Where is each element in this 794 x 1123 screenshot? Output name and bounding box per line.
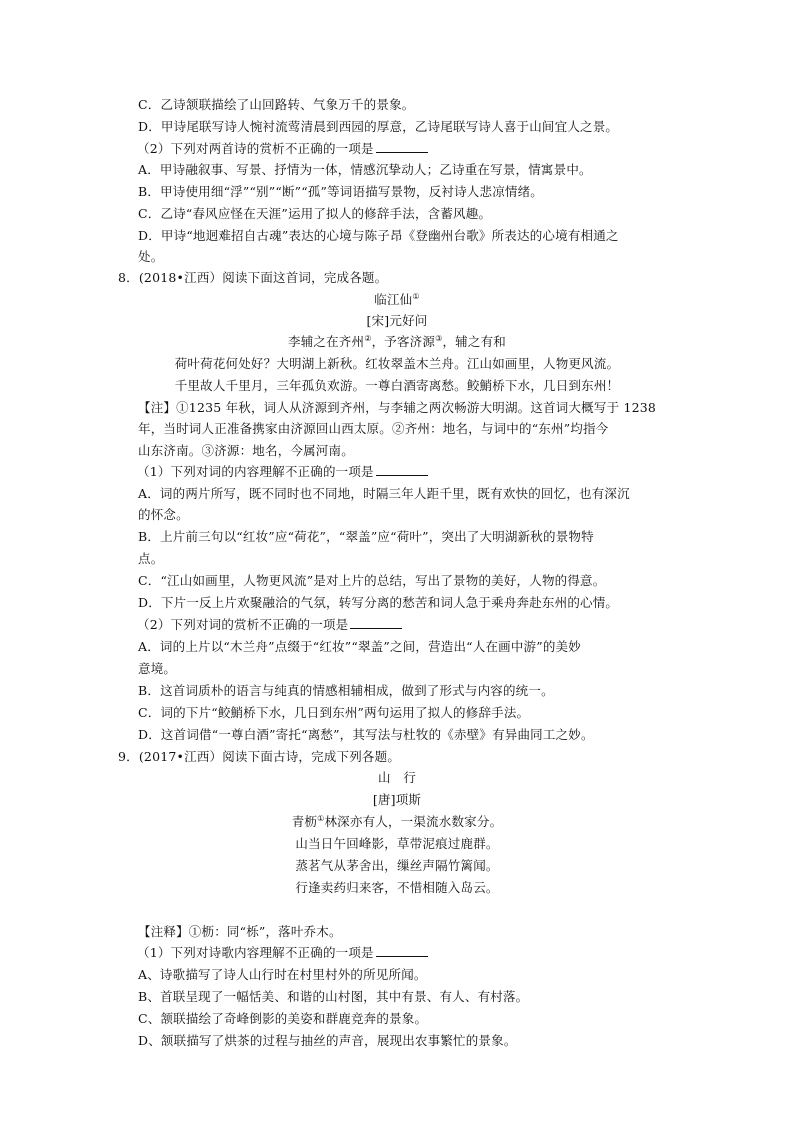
q9-1-option-d: D、颔联描写了烘茶的过程与抽丝的声音，展现出农事繁忙的景象。	[138, 1033, 517, 1048]
annotation-line: 【注释】①枥：同“栎”，落叶乔木。	[138, 924, 342, 939]
option-a-prev2: A．甲诗融叙事、写景、抒情为一体，情感沉挚动人；乙诗重在写景，情寓景中。	[138, 162, 592, 177]
poem-2-title: 山 行	[377, 770, 417, 785]
note-line-3: 山东济南。③济源：地名，今属河南。	[138, 443, 354, 458]
note-line-1: 【注】①1235 年秋，词人从济源到齐州，与李辅之两次畅游大明湖。这首词大概写于 1238	[138, 400, 657, 415]
option-d-prev2: D．甲诗“地迥难招自古魂”表达的心境与陈子昂《登幽州台歌》所表达的心境有相通之	[138, 228, 619, 243]
poem-1-title: 临江仙①	[374, 291, 420, 307]
q9-1-option-a: A、诗歌描写了诗人山行时在村里村外的所见所闻。	[138, 967, 427, 982]
answer-blank[interactable]	[376, 463, 428, 476]
q8-2-option-b: B．这首词质朴的语言与纯真的情感相辅相成，做到了形式与内容的统一。	[138, 683, 554, 698]
question-2-prev: （2）下列对两首诗的赏析不正确的一项是	[137, 139, 428, 159]
option-c-prev: C．乙诗颔联描绘了山回路转、气象万千的景象。	[138, 97, 415, 112]
poem-2-line-1: 青枥①林深亦有人，一渠流水数家分。	[291, 813, 503, 829]
q8-2-option-a-cont: 意境。	[138, 661, 177, 676]
q8-1-option-c: C．“江山如画里，人物更风流”是对上片的总结，写出了景物的美好，人物的得意。	[138, 573, 606, 588]
poem-2-line-4: 行逢卖药归来客，不惜相随入岛云。	[295, 880, 499, 895]
q8-2-option-a: A．词的上片以“木兰舟”点缀于“红妆”“翠盖”之间，营造出“人在画中游”的美妙	[138, 639, 581, 654]
question-8-heading: 8．(2018•江西）阅读下面这首词，完成各题。	[118, 270, 388, 285]
option-d-prev: D．甲诗尾联写诗人惋衬流莺清晨到西园的厚意，乙诗尾联写诗人喜于山间宜人之景。	[138, 119, 619, 134]
q8-1-option-b-cont: 点。	[138, 551, 164, 566]
answer-blank[interactable]	[376, 944, 428, 957]
option-b-prev2: B．甲诗使用细“浮”“别”“断”“孤”等词语描写景物，反衬诗人悲凉情绪。	[138, 184, 544, 199]
poem-1-author: [宋]元好问	[366, 313, 428, 328]
poem-1-line-1: 荷叶荷花何处好？大明湖上新秋。红妆翠盖木兰舟。江山如画里，人物更风流。	[174, 356, 620, 371]
question-8-2: （2）下列对词的赏析不正确的一项是	[137, 615, 402, 635]
note-line-2: 年，当时词人正准备携家由济源回山西太原。②齐州：地名，与词中的“东州”均指今	[138, 421, 609, 436]
option-c-prev2: C．乙诗“春风应怪在天涯”运用了拟人的修辞手法，含蓄风趣。	[138, 206, 492, 221]
q9-1-option-c: C、颔联描绘了奇峰倒影的美姿和群鹿竞奔的景象。	[138, 1011, 428, 1026]
q8-1-option-a: A．词的两片所写，既不同时也不同地，时隔三年人距千里，既有欢快的回忆，也有深沉	[138, 486, 630, 501]
answer-blank[interactable]	[350, 616, 402, 629]
poem-2-line-2: 山当日午回峰影，草带泥痕过鹿群。	[295, 836, 499, 851]
poem-1-line-2: 千里故人千里月，三年孤负欢游。一尊白酒寄离愁。鲛鮹桥下水，几日到东州！	[174, 378, 620, 393]
q8-2-option-d: D．这首词借“一尊白酒”寄托“离愁”，其写法与杜牧的《赤壁》有异曲同工之妙。	[138, 727, 594, 742]
question-8-1: （1）下列对词的内容理解不正确的一项是	[137, 462, 428, 482]
question-9-heading: 9．(2017•江西）阅读下面古诗，完成下列各题。	[118, 749, 401, 764]
answer-blank[interactable]	[376, 140, 428, 153]
q8-2-option-c: C．词的下片“鲛鮹桥下水，几日到东州”两句运用了拟人的修辞手法。	[138, 705, 530, 720]
question-9-1: （1）下列对诗歌内容理解不正确的一项是	[137, 943, 428, 963]
q9-1-option-b: B、首联呈现了一幅恬美、和谐的山村图，其中有景、有人、有村落。	[138, 989, 529, 1004]
q8-1-option-a-cont: 的怀念。	[138, 507, 189, 522]
option-d-prev2-cont: 处。	[138, 249, 164, 264]
poem-2-line-3: 蒸茗气从茅舍出，缫丝声隔竹篱闻。	[295, 858, 499, 873]
q8-1-option-b: B．上片前三句以“红妆”应“荷花”，“翠盖”应“荷叶”，突出了大明湖新秋的景物特	[138, 529, 594, 544]
q8-1-option-d: D．下片一反上片欢聚融洽的气氛，转写分离的愁苦和词人急于乘舟奔赴东州的心情。	[138, 595, 619, 610]
poem-1-subtitle: 李辅之在齐州②，予客济源③，辅之有和	[288, 333, 506, 349]
poem-2-author: [唐]项斯	[372, 792, 422, 807]
